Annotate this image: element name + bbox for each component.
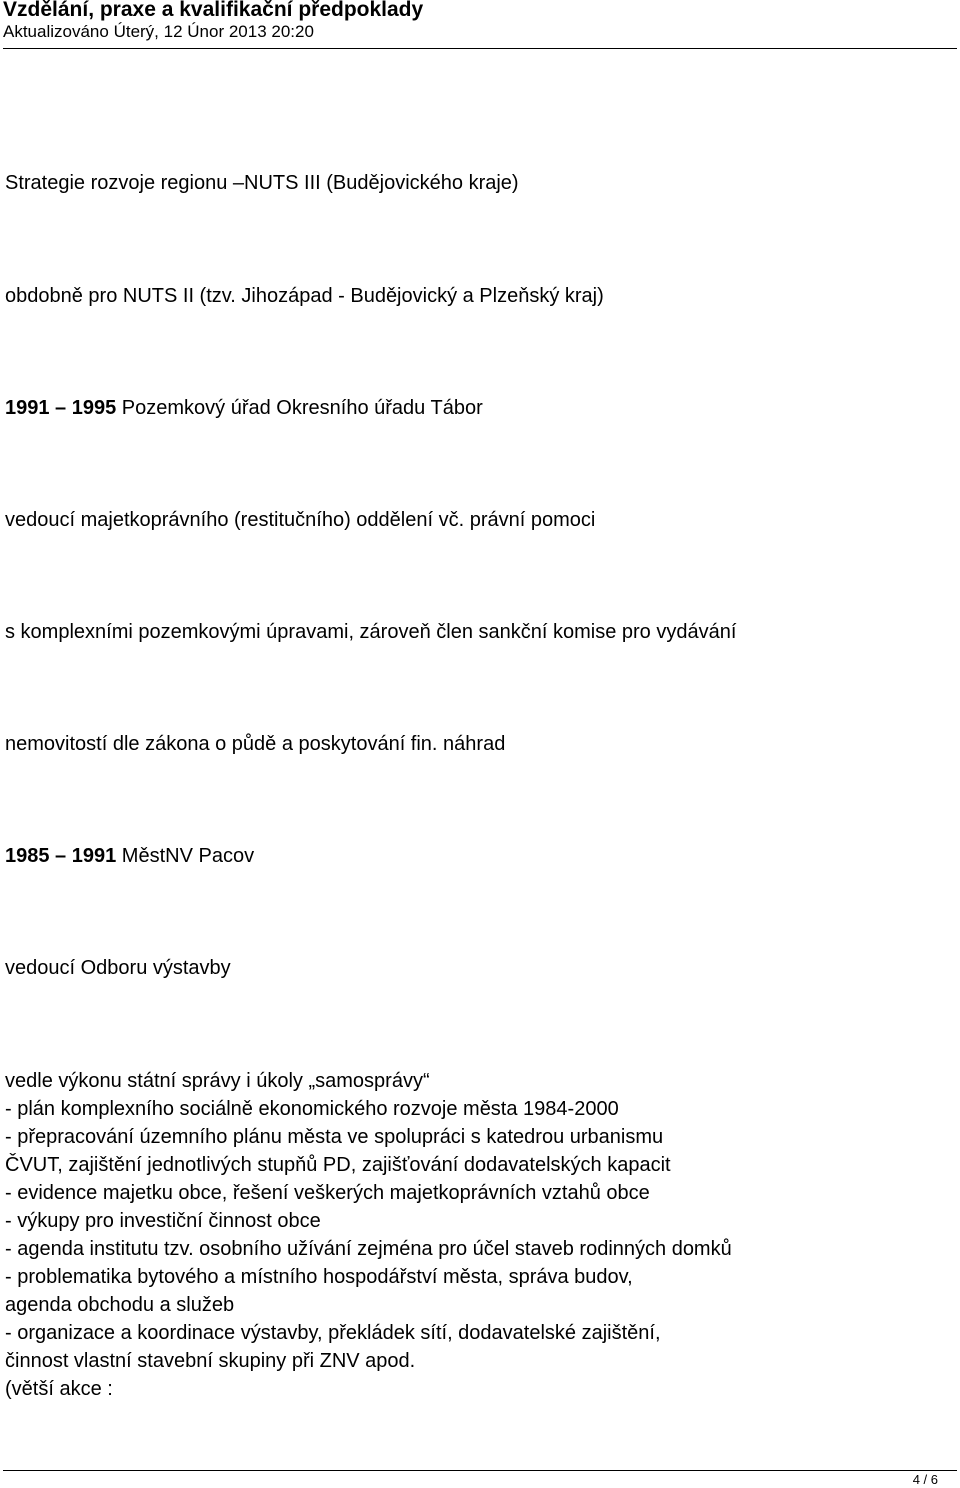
duty-line: vedle výkonu státní správy i úkoly „samosprávy“ <box>5 1070 430 1092</box>
page-title: Vzdělání, praxe a kvalifikační předpoklady <box>3 0 424 21</box>
updated-date: Aktualizováno Úterý, 12 Únor 2013 20:20 <box>3 22 314 41</box>
job-employer: MěstNV Pacov <box>121 845 255 867</box>
job-role-line: s komplexními pozemkovými úpravami, zároveň člen sankční komise pro vydávání <box>5 621 737 643</box>
duty-line: - přepracování územního plánu města ve spolupráci s katedrou urbanismu <box>5 1126 664 1148</box>
duty-line: agenda obchodu a služeb <box>5 1294 235 1316</box>
duty-line: ČVUT, zajištění jednotlivých stupňů PD, zajišťování dodavatelských kapacit <box>5 1154 671 1176</box>
page-number: 4 / 6 <box>912 1472 938 1487</box>
duty-line: (větší akce : <box>5 1378 113 1400</box>
job-role-line: nemovitostí dle zákona o půdě a poskytování fin. náhrad <box>5 733 506 755</box>
duty-line: - problematika bytového a místního hospodářství města, správa budov, <box>5 1266 633 1288</box>
footer-divider <box>3 1470 957 1471</box>
job-role: vedoucí Odboru výstavby <box>5 957 231 979</box>
job-role-line: vedoucí majetkoprávního (restitučního) oddělení vč. právní pomoci <box>5 509 596 531</box>
header-divider <box>3 48 957 49</box>
job-heading <box>5 395 483 421</box>
duty-line: - plán komplexního sociálně ekonomického rozvoje města 1984-2000 <box>5 1098 619 1120</box>
job-years: 1991 – 1995 <box>5 397 117 419</box>
paragraph: obdobně pro NUTS II (tzv. Jihozápad - Budějovický a Plzeňský kraj) <box>5 285 604 307</box>
duty-line: - agenda institutu tzv. osobního užívání zejména pro účel staveb rodinných domků <box>5 1238 732 1260</box>
duty-line: činnost vlastní stavební skupiny při ZNV apod. <box>5 1350 416 1372</box>
job-years: 1985 – 1991 <box>5 845 117 867</box>
duty-line: - evidence majetku obce, řešení veškerých majetkoprávních vztahů obce <box>5 1182 650 1204</box>
duty-line: - výkupy pro investiční činnost obce <box>5 1210 321 1232</box>
job-heading <box>5 843 254 869</box>
job-employer: Pozemkový úřad Okresního úřadu Tábor <box>121 397 483 419</box>
paragraph: Strategie rozvoje regionu –NUTS III (Budějovického kraje) <box>5 172 519 194</box>
duty-line: - organizace a koordinace výstavby, překládek sítí, dodavatelské zajištění, <box>5 1322 661 1344</box>
